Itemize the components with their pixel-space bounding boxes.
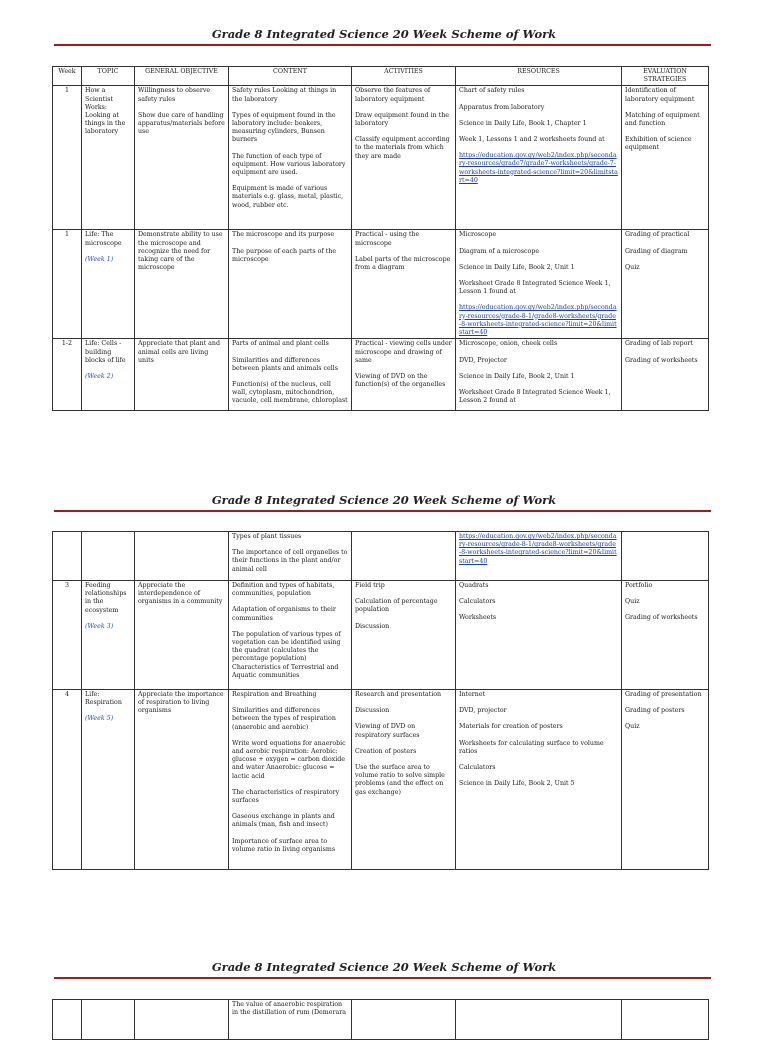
topic-cell (82, 1000, 135, 1040)
resource-text: Science in Daily Life, Book 2, Unit 1 (459, 263, 575, 271)
content-text: Respiration and Breathing (232, 691, 317, 698)
content-text: Equipment is made of various materials e.g. glass, metal, plastic, wood, rubber etc. (232, 185, 344, 209)
evaluation-text: Grading of diagram (625, 247, 688, 255)
resources-cell (456, 339, 622, 411)
content-text: The importance of cell organelles to their functions in the plant and/or animal cell (232, 549, 348, 573)
header-general-objective: GENERAL OBJECTIVE (135, 67, 229, 86)
evaluation-cell (622, 1000, 709, 1040)
activities-cell (352, 86, 456, 230)
scheme-table (52, 531, 709, 870)
content-text: Similarities and differences between plants and animals cells (232, 356, 338, 372)
evaluation-cell (622, 690, 709, 870)
content-text: Gaseous exchange in plants and animals (man, fish and insect) (232, 813, 335, 829)
resources-cell (456, 230, 622, 339)
table-row (53, 690, 709, 870)
page-title: Grade 8 Integrated Science 20 Week Scheme of Work (211, 27, 557, 41)
resource-text: Calculators (459, 764, 496, 772)
week-cell: 1 (53, 230, 82, 339)
resource-text: Materials for creation of posters (459, 723, 563, 731)
topic-cell (82, 690, 135, 870)
resource-text: Week 1, Lessons 1 and 2 worksheets found at (459, 136, 605, 144)
content-text: Types of equipment found in the laboratory include: beakers, measuring cylinders, Bunsen burners (232, 111, 336, 144)
resource-text: Internet (459, 691, 486, 698)
table-row (53, 532, 709, 581)
content-text: Similarities and differences between the types of respiration (anaerobic and aerobic) (232, 707, 336, 731)
activity-text: Observe the features of laboratory equipment (355, 87, 431, 103)
activity-text: Discussion (355, 707, 390, 715)
topic-cell (82, 86, 135, 230)
activity-text: Calculation of percentage population (355, 598, 438, 614)
week-cell: 4 (53, 690, 82, 870)
resources-cell (456, 581, 622, 690)
evaluation-text: Quiz (625, 598, 640, 606)
evaluation-text: Quiz (625, 263, 640, 271)
evaluation-text: Quiz (625, 723, 640, 731)
topic-text: How a Scientist Works: Looking at things in the laboratory (85, 87, 126, 136)
content-text: The characteristics of respiratory surfaces (232, 788, 340, 805)
activity-text: Use the surface area to volume ratio to solve simple problems (and the effect on gas exchange) (355, 764, 445, 796)
resource-text: Science in Daily Life, Book 2, Unit 5 (459, 780, 575, 788)
content-cell (229, 86, 352, 230)
resource-text: Calculators (459, 598, 496, 606)
evaluation-text: Grading of worksheets (625, 356, 698, 364)
activities-cell (352, 532, 456, 581)
activity-text: Practical - using the microscope (355, 231, 420, 247)
objective-text: Demonstrate ability to use the microscope and recognize the need for taking care of the microscope (138, 231, 223, 272)
header-topic: TOPIC (82, 67, 135, 86)
content-text: Function(s) of the nucleus, cell wall, cytoplasm, mitochondrion, vacuole, cell membrane, chloroplast (232, 381, 348, 405)
evaluation-cell (622, 86, 709, 230)
activity-text: Research and presentation (355, 691, 442, 698)
scheme-table (52, 66, 709, 411)
resource-text: DVD, projector (459, 707, 507, 715)
topic-cell (82, 532, 135, 581)
resource-text: Science in Daily Life, Book 2, Unit 1 (459, 372, 575, 380)
evaluation-text: Grading of lab report (625, 340, 693, 348)
evaluation-text: Grading of presentation (625, 691, 702, 698)
table-row (53, 86, 709, 230)
resource-text: Quadrats (459, 582, 489, 589)
resource-text: Worksheet Grade 8 Integrated Science Week 1, Lesson 2 found at (459, 389, 611, 405)
week-cell: 1-2 (53, 339, 82, 411)
evaluation-text: Grading of practical (625, 231, 690, 239)
objective-cell (135, 581, 229, 690)
header-activities: ACTIVITIES (352, 67, 456, 86)
week-label: (Week 5) (85, 715, 114, 723)
activity-text: Classify equipment according to the materials from which they are made (355, 136, 450, 160)
resource-text: Diagram of a microscope (459, 247, 540, 255)
title-divider (54, 510, 711, 512)
evaluation-text: Identification of laboratory equipment (625, 87, 695, 103)
content-text: Definition and types of habitats, communities, population (232, 582, 335, 598)
week-label: (Week 3) (85, 622, 114, 630)
resource-text: Science in Daily Life, Book 1, Chapter 1 (459, 119, 587, 127)
topic-cell (82, 339, 135, 411)
resource-text: Worksheet Grade 8 Integrated Science Week 1, Lesson 1 found at (459, 280, 611, 296)
content-cell (229, 230, 352, 339)
week-cell (53, 1000, 82, 1040)
week-cell (53, 532, 82, 581)
document-page-3 (0, 950, 768, 1024)
activity-text: Label parts of the microscope from a diagram (355, 255, 451, 272)
activity-text: Draw equipment found in the laboratory (355, 111, 449, 128)
activity-text: Practical - viewing cells under microscope and drawing of same (355, 340, 452, 364)
resource-text: Apparatus from laboratory (459, 103, 545, 111)
objective-cell (135, 690, 229, 870)
resource-link[interactable]: https://education.gov.gy/web2/index.php/secondary-resources/grade-8-1/grade8-worksheets/grade-8-worksheets-integrated-science?limit=20&limitstart=40 (459, 304, 617, 337)
evaluation-text: Grading of worksheets (625, 614, 698, 622)
content-text: Importance of surface area to volume ratio in living organisms (232, 837, 336, 853)
activities-cell (352, 230, 456, 339)
table-row (53, 581, 709, 690)
table-header-row (53, 67, 709, 86)
resource-text: Microscope (459, 231, 497, 239)
objective-cell (135, 86, 229, 230)
evaluation-text: Matching of equipment and function (625, 111, 700, 128)
activity-text: Field trip (355, 582, 385, 589)
content-text: Safety rules Looking at things in the laboratory (232, 87, 337, 103)
evaluation-cell (622, 581, 709, 690)
content-text: The value of anaerobic respiration in the distillation of rum (Demerara (232, 1001, 346, 1017)
content-text: The purpose of each parts of the microscope (232, 247, 337, 263)
activities-cell (352, 1000, 456, 1040)
objective-text: Show due care of handling apparatus/materials before use (138, 111, 225, 136)
activities-cell (352, 339, 456, 411)
evaluation-text: Exhibition of science equipment (625, 136, 692, 152)
resources-cell (456, 1000, 622, 1040)
evaluation-text: Grading of posters (625, 707, 685, 715)
content-text: Adaptation of organisms to their communities (232, 606, 336, 622)
content-cell (229, 581, 352, 690)
activity-text: Viewing of DVD on respiratory surfaces (355, 723, 420, 739)
resource-text: Chart of safety rules (459, 87, 525, 95)
activities-cell (352, 690, 456, 870)
activities-cell (352, 581, 456, 690)
resource-link[interactable]: https://education.gov.gy/web2/index.php/secondary-resources/grade7/grade7-worksheets/grade-7-worksheets-integrated-science?limit=20&limitstart=40 (459, 152, 618, 184)
topic-text: Feeding relationships in the ecosystem (85, 582, 127, 614)
resource-text: Worksheets (459, 614, 497, 622)
content-cell (229, 1000, 352, 1040)
topic-text: Life: Cells - building blocks of life (85, 340, 126, 364)
title-divider (54, 977, 711, 979)
content-text: Types of plant tissues (232, 533, 302, 540)
content-text: The population of various types of vegetation can be identified using the quadrat (calculates the percentage population) Characteristics of Terrestrial and Aquatic communities (232, 630, 341, 679)
table-row (53, 339, 709, 411)
content-text: The microscope and its purpose (232, 231, 335, 239)
header-week: Week (53, 67, 82, 86)
header-resources: RESOURCES (456, 67, 622, 86)
header-evaluation-strategies: EVALUATION STRATEGIES (622, 67, 709, 86)
activity-text: Creation of posters (355, 747, 417, 755)
evaluation-cell (622, 532, 709, 581)
topic-cell (82, 581, 135, 690)
scheme-table (52, 999, 709, 1040)
topic-cell (82, 230, 135, 339)
objective-cell (135, 1000, 229, 1040)
objective-text: Appreciate the importance of respiration to living organisms (138, 691, 224, 715)
evaluation-text: Portfolio (625, 582, 653, 589)
document-page-2 (0, 460, 768, 950)
evaluation-cell (622, 339, 709, 411)
content-text: The function of each type of equipment. How various laboratory equipment are used. (232, 152, 346, 177)
table-row (53, 1000, 709, 1040)
document-page-1 (0, 0, 768, 460)
resource-text: Microscope, onion, cheek cells (459, 340, 558, 348)
content-cell (229, 339, 352, 411)
week-label: (Week 2) (85, 373, 114, 381)
content-text: Parts of animal and plant cells (232, 340, 329, 348)
resource-text: Worksheets for calculating surface to volume ratios (459, 739, 604, 755)
header-content: CONTENT (229, 67, 352, 86)
topic-text: Life: The microscope (85, 231, 122, 247)
topic-text: Life: Respiration (85, 691, 122, 707)
content-cell (229, 532, 352, 581)
resource-text: DVD, Projector (459, 356, 507, 364)
resources-cell (456, 532, 622, 581)
evaluation-cell (622, 230, 709, 339)
content-cell (229, 690, 352, 870)
resource-link[interactable]: https://education.gov.gy/web2/index.php/secondary-resources/grade-8-1/grade8-worksheets/grade-8-worksheets-integrated-science?limit=20&limitstart=40 (459, 533, 617, 565)
resources-cell (456, 690, 622, 870)
activity-text: Discussion (355, 622, 390, 630)
page-title: Grade 8 Integrated Science 20 Week Scheme of Work (211, 493, 557, 507)
page-title: Grade 8 Integrated Science 20 Week Scheme of Work (211, 960, 557, 974)
activity-text: Viewing of DVD on the function(s) of the organelles (355, 373, 446, 389)
title-divider (54, 44, 711, 46)
objective-cell (135, 230, 229, 339)
resources-cell (456, 86, 622, 230)
week-label: (Week 1) (85, 255, 114, 263)
week-cell: 1 (53, 86, 82, 230)
objective-text: Appreciate that plant and animal cells are living units (138, 340, 220, 364)
objective-text: Appreciate the interdependence of organisms in a community (138, 582, 223, 606)
objective-cell (135, 532, 229, 581)
table-row (53, 230, 709, 339)
objective-text: Willingness to observe safety rules (138, 87, 211, 103)
week-cell: 3 (53, 581, 82, 690)
content-text: Write word equations for anaerobic and aerobic respiration: Aerobic: glucose + oxygen = carbon dioxide and water Anaerobic: glucose = lactic acid (232, 739, 346, 780)
objective-cell (135, 339, 229, 411)
